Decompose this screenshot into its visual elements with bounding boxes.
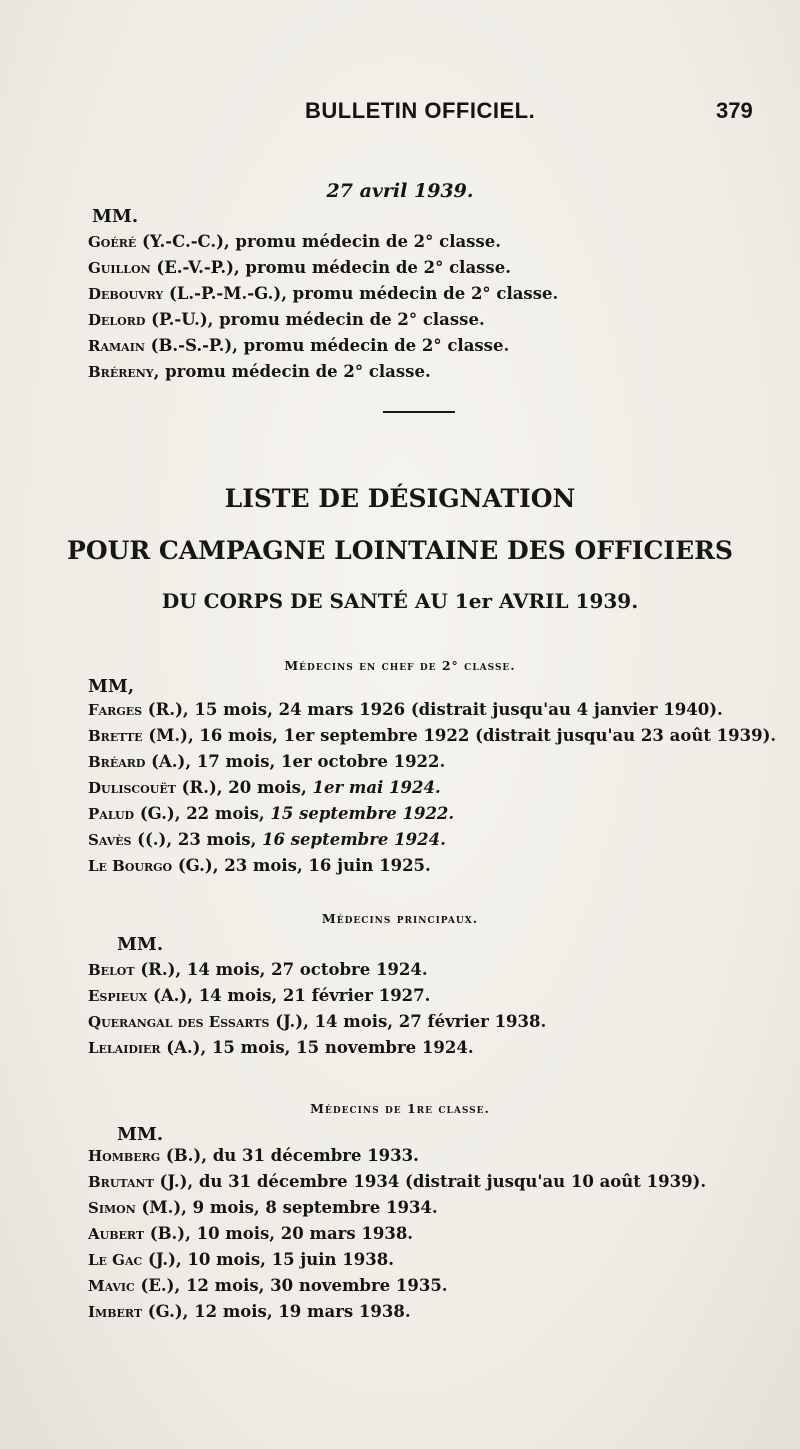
list-item — [88, 359, 558, 385]
list-item — [88, 801, 776, 827]
list-item — [88, 1035, 546, 1061]
officer-name: Duliscouët — [88, 779, 176, 797]
officer-name: Farges — [88, 701, 143, 719]
list-item — [88, 1247, 706, 1273]
list-item — [88, 1169, 706, 1195]
officer-name: Ramain — [88, 337, 145, 355]
officer-name: Aubert — [88, 1225, 145, 1243]
list-heading-line-1: LISTE DE DÉSIGNATION — [224, 484, 576, 513]
mm-label: MM. — [117, 934, 164, 955]
entry-details: (M.), 16 mois, 1er septembre 1922 (distrait jusqu'au 23 août 1939). — [142, 726, 777, 745]
list-item — [88, 827, 776, 853]
officer-name: Brutant — [88, 1173, 154, 1191]
list-item — [88, 697, 776, 723]
list-item — [88, 1273, 706, 1299]
group-title-medecins-en-chef: Médecins en chef de 2° classe. — [284, 658, 516, 673]
mm-label: MM. — [92, 206, 139, 227]
list-item — [88, 229, 558, 255]
entry-details: (B.), du 31 décembre 1933. — [160, 1146, 419, 1165]
officer-name: Lelaidier — [88, 1039, 161, 1057]
list-item — [88, 1221, 706, 1247]
officer-name: Le Gac — [88, 1251, 143, 1269]
group-title-medecins-principaux: Médecins principaux. — [321, 911, 479, 926]
promotion-list — [88, 229, 558, 385]
list-item — [88, 1299, 706, 1325]
running-header — [0, 98, 800, 128]
entry-details: (G.), 12 mois, 19 mars 1938. — [142, 1302, 411, 1321]
list-item — [88, 1195, 706, 1221]
entry-details: (G.), 22 mois, — [134, 804, 271, 823]
officer-name: Belot — [88, 961, 135, 979]
entry-date: 1er mai 1924. — [312, 778, 441, 797]
entry-details: (R.), 15 mois, 24 mars 1926 (distrait jusqu'au 4 janvier 1940). — [142, 700, 723, 719]
entry-details: (J.), du 31 décembre 1934 (distrait jusqu'au 10 août 1939). — [153, 1172, 707, 1191]
entry-details: (B.), 10 mois, 20 mars 1938. — [144, 1224, 414, 1243]
officer-name: Homberg — [88, 1147, 161, 1165]
officer-name: Brette — [88, 727, 143, 745]
entry-details: , promu médecin de 2° classe. — [153, 362, 431, 381]
medecins-en-chef-list — [88, 697, 776, 879]
officer-name: Querangal des Essarts — [88, 1013, 270, 1031]
list-item — [88, 957, 546, 983]
list-item — [88, 775, 776, 801]
list-item — [88, 281, 558, 307]
list-item — [88, 723, 776, 749]
officer-name: Bréreny — [88, 363, 154, 381]
officer-name: Espieux — [88, 987, 148, 1005]
officer-name: Guillon — [88, 259, 151, 277]
officer-name: Imbert — [88, 1303, 143, 1321]
entry-details: (L.-P.-M.-G.), promu médecin de 2° classe. — [163, 284, 559, 303]
entry-details: (J.), 10 mois, 15 juin 1938. — [142, 1250, 394, 1269]
list-item — [88, 1009, 546, 1035]
list-heading-line-2: POUR CAMPAGNE LOINTAINE DES OFFICIERS — [67, 536, 733, 565]
list-item — [88, 749, 776, 775]
entry-details: (P.-U.), promu médecin de 2° classe. — [145, 310, 485, 329]
officer-name: Simon — [88, 1199, 136, 1217]
list-item — [88, 983, 546, 1009]
separator-rule — [383, 411, 455, 413]
medecins-1re-classe-list — [88, 1143, 706, 1325]
list-item — [88, 255, 558, 281]
mm-label: MM. — [117, 1124, 164, 1145]
entry-details: (Y.-C.-C.), promu médecin de 2° classe. — [136, 232, 501, 251]
list-item — [88, 853, 776, 879]
officer-name: Bréard — [88, 753, 146, 771]
list-heading-line-3: DU CORPS DE SANTÉ AU 1er AVRIL 1939. — [161, 589, 639, 613]
officer-name: Delord — [88, 311, 146, 329]
entry-date: 15 septembre 1922. — [270, 804, 455, 823]
list-item — [88, 333, 558, 359]
entry-details: (M.), 9 mois, 8 septembre 1934. — [135, 1198, 438, 1217]
entry-details: (G.), 23 mois, 16 juin 1925. — [172, 856, 431, 875]
header-title: BULLETIN OFFICIEL. — [305, 98, 536, 123]
entry-details: (E.-V.-P.), promu médecin de 2° classe. — [150, 258, 511, 277]
mm-label: MM, — [88, 676, 135, 697]
entry-details: ((.), 23 mois, — [131, 830, 263, 849]
entry-date: 16 septembre 1924. — [262, 830, 446, 849]
entry-details: (B.-S.-P.), promu médecin de 2° classe. — [144, 336, 510, 355]
officer-name: Debouvry — [88, 285, 164, 303]
entry-details: (R.), 20 mois, — [175, 778, 313, 797]
group-title-medecins-1re-classe: Médecins de 1re classe. — [310, 1101, 490, 1116]
entry-details: (E.), 12 mois, 30 novembre 1935. — [134, 1276, 448, 1295]
page-number: 379 — [716, 98, 753, 123]
entry-details: (A.), 15 mois, 15 novembre 1924. — [160, 1038, 474, 1057]
list-item — [88, 307, 558, 333]
medecins-principaux-list — [88, 957, 546, 1061]
entry-details: (R.), 14 mois, 27 octobre 1924. — [134, 960, 428, 979]
entry-details: (A.), 17 mois, 1er octobre 1922. — [145, 752, 446, 771]
entry-details: (A.), 14 mois, 21 février 1927. — [147, 986, 431, 1005]
entry-details: (J.), 14 mois, 27 février 1938. — [269, 1012, 547, 1031]
officer-name: Mavic — [88, 1277, 135, 1295]
officer-name: Goéré — [88, 233, 137, 251]
officer-name: Savès — [88, 831, 132, 849]
list-item — [88, 1143, 706, 1169]
officer-name: Le Bourgo — [88, 857, 173, 875]
section-date: 27 avril 1939. — [326, 180, 474, 202]
officer-name: Palud — [88, 805, 135, 823]
